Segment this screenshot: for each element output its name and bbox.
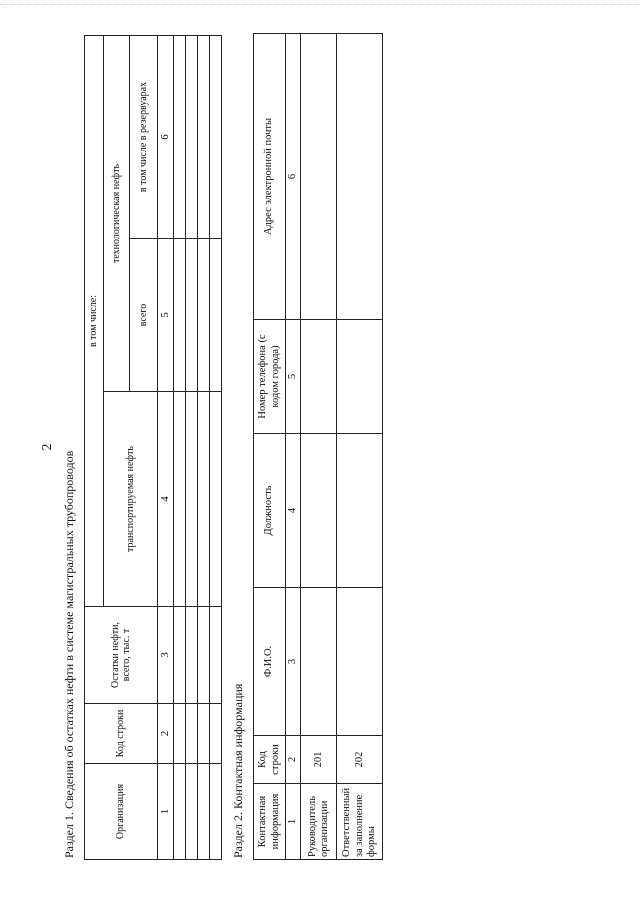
row-code: 202 — [337, 736, 383, 784]
section2-title-wrap — [231, 684, 246, 858]
cell[interactable] — [197, 35, 209, 238]
page-number: 2 — [40, 443, 55, 451]
section2-table-wrap — [253, 33, 383, 860]
cell[interactable] — [209, 704, 221, 764]
top-edge-dots — [0, 4, 640, 5]
cell[interactable] — [185, 607, 197, 704]
section1-title-wrap — [62, 451, 77, 858]
table-row — [197, 35, 209, 859]
header-row-code: Код строки — [254, 736, 286, 784]
cell[interactable] — [209, 239, 221, 392]
cell[interactable] — [301, 588, 337, 736]
header-technological-oil: технологическая нефть — [104, 35, 130, 391]
section1-table — [84, 35, 222, 860]
cell[interactable] — [173, 35, 185, 238]
cell[interactable] — [209, 764, 221, 860]
col-number: 3 — [158, 607, 174, 704]
header-phone: Номер телефона (с кодом города) — [254, 320, 286, 434]
col-number: 3 — [286, 588, 301, 736]
header-organization: Организация — [85, 764, 158, 860]
cell[interactable] — [209, 392, 221, 607]
col-number: 5 — [286, 320, 301, 434]
header-transported-oil: транспортируемая нефть — [104, 392, 158, 607]
cell[interactable] — [337, 34, 383, 320]
cell[interactable] — [197, 764, 209, 860]
row-label-head: Руководитель организации — [301, 784, 337, 860]
cell[interactable] — [209, 607, 221, 704]
header-contact-info: Контактная информация — [254, 784, 286, 860]
cell[interactable] — [173, 704, 185, 764]
col-number: 6 — [286, 34, 301, 320]
row-label-responsible: Ответственный за заполнение формы — [337, 784, 383, 860]
table-row — [209, 35, 221, 859]
header-email: Адрес электронной почты — [254, 34, 286, 320]
cell[interactable] — [301, 34, 337, 320]
header-tech-total: всего — [130, 239, 158, 392]
header-position: Должность — [254, 434, 286, 588]
cell[interactable] — [209, 35, 221, 238]
header-full-name: Ф.И.О. — [254, 588, 286, 736]
cell[interactable] — [197, 607, 209, 704]
cell[interactable] — [173, 239, 185, 392]
header-including: в том числе: — [85, 35, 104, 606]
col-number: 5 — [158, 239, 174, 392]
section2-title: Раздел 2. Контактная информация — [231, 683, 245, 858]
cell[interactable] — [337, 320, 383, 434]
cell[interactable] — [173, 392, 185, 607]
section1-title: Раздел 1. Сведения об остатках нефти в системе магистральных трубопроводов — [62, 450, 76, 858]
table-row — [301, 34, 337, 860]
page-number-wrap — [40, 432, 56, 462]
cell[interactable] — [185, 704, 197, 764]
section1-table-wrap — [84, 35, 222, 860]
cell[interactable] — [197, 704, 209, 764]
cell[interactable] — [301, 320, 337, 434]
col-number: 6 — [158, 35, 174, 238]
cell[interactable] — [185, 764, 197, 860]
cell[interactable] — [185, 392, 197, 607]
cell[interactable] — [337, 588, 383, 736]
cell[interactable] — [301, 434, 337, 588]
table-row — [185, 35, 197, 859]
col-number: 2 — [286, 736, 301, 784]
row-code: 201 — [301, 736, 337, 784]
table-row — [337, 34, 383, 860]
col-number: 1 — [286, 784, 301, 860]
col-number: 2 — [158, 704, 174, 764]
section2-table — [253, 33, 383, 860]
cell[interactable] — [185, 35, 197, 238]
header-tech-in-tanks: в том числе в резервуарах — [130, 35, 158, 238]
cell[interactable] — [197, 239, 209, 392]
cell[interactable] — [337, 434, 383, 588]
cell[interactable] — [173, 764, 185, 860]
cell[interactable] — [173, 607, 185, 704]
col-number: 4 — [158, 392, 174, 607]
col-number: 1 — [158, 764, 174, 860]
cell[interactable] — [185, 239, 197, 392]
col-number: 4 — [286, 434, 301, 588]
header-total-oil: Остатки нефти, всего, тыс. т — [85, 607, 158, 704]
table-row — [173, 35, 185, 859]
header-row-code: Код строки — [85, 704, 158, 764]
cell[interactable] — [197, 392, 209, 607]
